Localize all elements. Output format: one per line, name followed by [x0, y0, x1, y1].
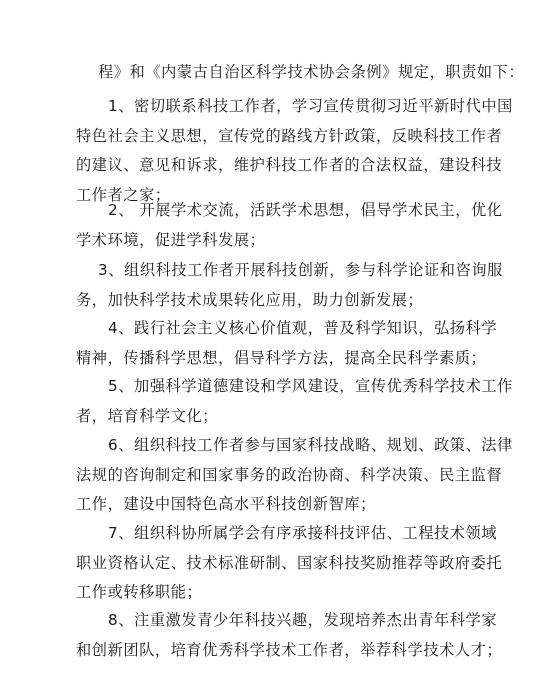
text-line: 4、践行社会主义核心价值观，普及科学知识，弘扬科学	[108, 319, 498, 337]
text-line: 的建议、意见和诉求，维护科技工作者的合法权益，建设科技	[76, 156, 503, 174]
text-line: 学术环境，促进学科发展；	[76, 230, 266, 249]
duty-item-3	[76, 256, 503, 315]
duty-item-6	[76, 431, 513, 520]
text-line: 职业资格认定、技术标准研制、国家科技奖励推荐等政府委托	[76, 553, 503, 572]
text-line: 7、组织科协所属学会有序承接科技评估、工程技术领域	[108, 524, 498, 542]
text-line: 务，加快科学技术成果转化应用，助力创新发展；	[76, 290, 424, 309]
text-line: 工作，建设中国特色高水平科技创新智库；	[76, 495, 376, 513]
text-line: 者，培育科学文化；	[76, 406, 219, 425]
text-line: 8、注重激发青少年科技兴趣，发现培养杰出青年科学家	[108, 611, 498, 629]
text-line: 工作者之家；	[76, 185, 171, 204]
text-line: 特色社会主义思想，宣传党的路线方针政策，反映科技工作者	[76, 126, 503, 145]
text-line: 程》和《内蒙古自治区科学技术协会条例》规定，职责如下：	[98, 63, 525, 81]
text-line: 3、组织科技工作者开展科技创新，参与科学论证和咨询服	[98, 261, 503, 279]
text-line: 法规的咨询制定和国家事务的政治协商、科学决策、民主监督	[76, 465, 503, 484]
duty-item-5	[76, 372, 513, 431]
duty-item-2	[76, 196, 503, 255]
duty-item-4	[76, 314, 498, 373]
text-line: 和创新团队，培育优秀科学技术工作者，举荐科学技术人才；	[76, 640, 503, 659]
text-line: 6、组织科技工作者参与国家科技战略、规划、政策、法律	[108, 436, 513, 454]
text-line: 精神，传播科学思想，倡导科学方法，提高全民科学素质；	[76, 348, 487, 367]
intro-paragraph	[76, 58, 525, 88]
text-line: 5、加强科学道德建设和学风建设，宣传优秀科学技术工作	[108, 377, 513, 395]
text-line: 工作或转移职能；	[76, 583, 203, 601]
duty-item-8	[76, 606, 503, 665]
text-line: 1、密切联系科技工作者，学习宣传贯彻习近平新时代中国	[108, 97, 513, 115]
text-line: 2、 开展学术交流，活跃学术思想，倡导学术民主，优化	[108, 201, 503, 219]
duty-item-7	[76, 519, 503, 608]
